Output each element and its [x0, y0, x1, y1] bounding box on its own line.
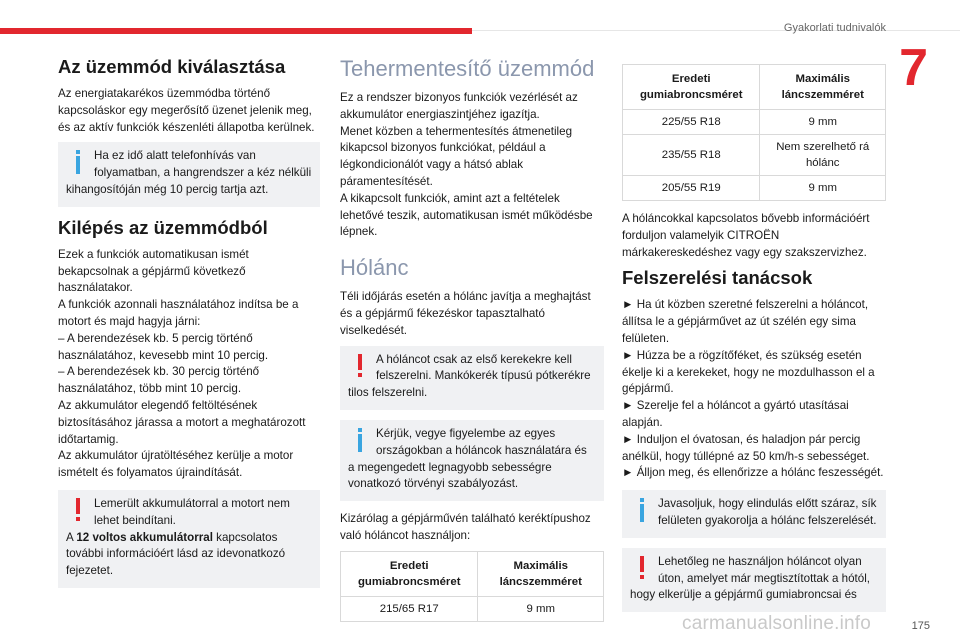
- list-item: ► Húzza be a rögzítőféket, és szükség esetén ékelje ki a kerekeket, hogy ne mozdulhasson el a gépjármű.: [622, 348, 875, 396]
- column-3: [622, 52, 886, 622]
- table-cell: 9 mm: [760, 176, 886, 201]
- paragraph: Téli időjárás esetén a hólánc javítja a meghajtást és a gépjármű fékezéskor tapasztalható viselkedését.: [340, 290, 591, 337]
- info-icon: [66, 150, 94, 174]
- tyre-chain-table: [622, 64, 886, 201]
- warning-note-bold: 12 voltos akkumulátorral: [76, 530, 213, 544]
- table-row: [623, 176, 886, 201]
- table-cell: 225/55 R18: [623, 110, 760, 135]
- paragraph: Az energiatakarékos üzemmódba történő kapcsoláskor egy megerősítő üzenet jelenik meg, és az aktív funkciók készenléti állapotba kerülnek.: [58, 87, 315, 134]
- paragraph: A hóláncokkal kapcsolatos bővebb információért forduljon valamelyik CITROËN márkakereskedéshez vagy egy szakszervizhez.: [622, 212, 870, 259]
- warning-note-text: Lemerült akkumulátorral a motort nem lehet beindítani.: [94, 496, 290, 527]
- warning-icon: [348, 354, 376, 378]
- table-header-row: [341, 551, 604, 596]
- paragraph: Menet közben a tehermentesítés átmenetileg kikapcsol bizonyos funkciókat, például a légkondicionálót vagy a hátsó ablak páramentesítését.: [340, 124, 573, 188]
- list-item: ► Ha út közben szeretné felszerelni a hóláncot, állítsa le a gépjárművet az út szélén egy sima felületen.: [622, 298, 869, 345]
- table-row: [623, 110, 886, 135]
- warning-note-text: Lehetőleg ne használjon hóláncot olyan úton, amelyet már megtisztítottak a hótól, hogy elkerülje a gépjármű gumiabroncsai és: [630, 554, 871, 602]
- paragraph: A funkciók azonnali használatához indítsa be a motort és majd hagyja járni:: [58, 298, 299, 328]
- table-header: Maximális láncszemméret: [760, 65, 886, 110]
- list-item: – A berendezések kb. 30 percig történő használatához, több mint 10 percig.: [58, 365, 260, 396]
- warning-note-text: kapcsolatos további információért lásd az idevonatkozó fejezetet.: [66, 530, 286, 578]
- table-header-row: [623, 65, 886, 110]
- paragraph: Az akkumulátor újratöltéséhez kerülje a motor ismételt és folyamatos újraindítását.: [58, 449, 294, 480]
- table-header: Maximális láncszemméret: [478, 551, 604, 596]
- column-1: [58, 52, 320, 598]
- paragraph: A kikapcsolt funkciók, amint azt a feltételek lehetővé teszik, automatikusan ismét működésbe lépnek.: [340, 191, 593, 239]
- page-number: 175: [911, 620, 930, 632]
- info-note: [622, 490, 886, 538]
- header-accent-bar: [0, 28, 472, 34]
- section-title: Gyakorlati tudnivalók: [783, 22, 886, 34]
- paragraph: Az akkumulátor elegendő feltöltésének biztosításához járassa a motort a meghatározott időtartamig.: [58, 398, 306, 446]
- warning-icon: [630, 556, 658, 580]
- warning-note: [58, 490, 320, 588]
- heading-exit-mode: Kilépés az üzemmódból: [58, 216, 268, 238]
- heading-mode-selection: Az üzemmód kiválasztása: [58, 56, 286, 77]
- table-row: [341, 596, 604, 621]
- info-note-text: Javasoljuk, hogy elindulás előtt száraz, sík felületen gyakorolja a hólánc felszerelését.: [658, 497, 877, 527]
- info-note: [340, 420, 604, 501]
- warning-note-text: A hóláncot csak az első kerekekre kell felszerelni. Mankókerék típusú pótkerékre tilos felszerelni.: [348, 352, 591, 400]
- chapter-number: 7: [899, 39, 928, 97]
- info-icon: [630, 498, 658, 522]
- list-item: ► Szerelje fel a hóláncot a gyártó utasításai alapján.: [622, 399, 849, 429]
- table-cell: Nem szerelhető rá hólánc: [760, 135, 886, 176]
- table-cell: 215/65 R17: [341, 596, 478, 621]
- heading-snow-chains: Hólánc: [340, 255, 409, 281]
- warning-note: [340, 346, 604, 410]
- column-2: [340, 52, 604, 632]
- table-cell: 9 mm: [478, 596, 604, 621]
- list-item: ► Álljon meg, és ellenőrizze a hólánc feszességét.: [622, 466, 884, 480]
- table-row: [623, 135, 886, 176]
- watermark: carmanualsonline.info: [682, 613, 872, 634]
- table-header: Eredeti gumiabroncsméret: [623, 65, 760, 110]
- heading-fitting-advice: Felszerelési tanácsok: [622, 267, 813, 289]
- warning-note-text: A: [66, 530, 77, 544]
- tyre-chain-table: [340, 551, 604, 622]
- table-header: Eredeti gumiabroncsméret: [341, 551, 478, 596]
- header-divider: [472, 30, 960, 31]
- heading-load-shedding: Tehermentesítő üzemmód: [340, 56, 595, 81]
- warning-note: [622, 548, 886, 612]
- paragraph: Ezek a funkciók automatikusan ismét bekapcsolnak a gépjármű következő használatakor.: [58, 247, 249, 295]
- paragraph: Ez a rendszer bizonyos funkciók vezérlését az akkumulátor energiaszintjéhez igazítja.: [340, 91, 578, 121]
- info-icon: [348, 428, 376, 452]
- warning-icon: [66, 498, 94, 522]
- list-item: – A berendezések kb. 5 percig történő használatához, kevesebb mint 10 percig.: [58, 331, 269, 362]
- table-cell: 9 mm: [760, 110, 886, 135]
- list-item: ► Induljon el óvatosan, és haladjon pár percig anélkül, hogy túllépné az 50 km/h-s sebességet.: [622, 432, 870, 463]
- info-note-text: Ha ez idő alatt telefonhívás van folyamatban, a hangrendszer a kéz nélküli kihangosítóján még 10 percig tartja azt.: [66, 149, 312, 196]
- table-cell: 205/55 R19: [623, 176, 760, 201]
- info-note: [58, 142, 320, 206]
- paragraph: Kizárólag a gépjárművén található keréktípushoz való hóláncot használjon:: [340, 512, 591, 542]
- info-note-text: Kérjük, vegye figyelembe az egyes országokban a hóláncok használatára és a megengedett legnagyobb sebességre vonatkozó törvényi szabályozást.: [348, 426, 587, 491]
- table-cell: 235/55 R18: [623, 135, 760, 176]
